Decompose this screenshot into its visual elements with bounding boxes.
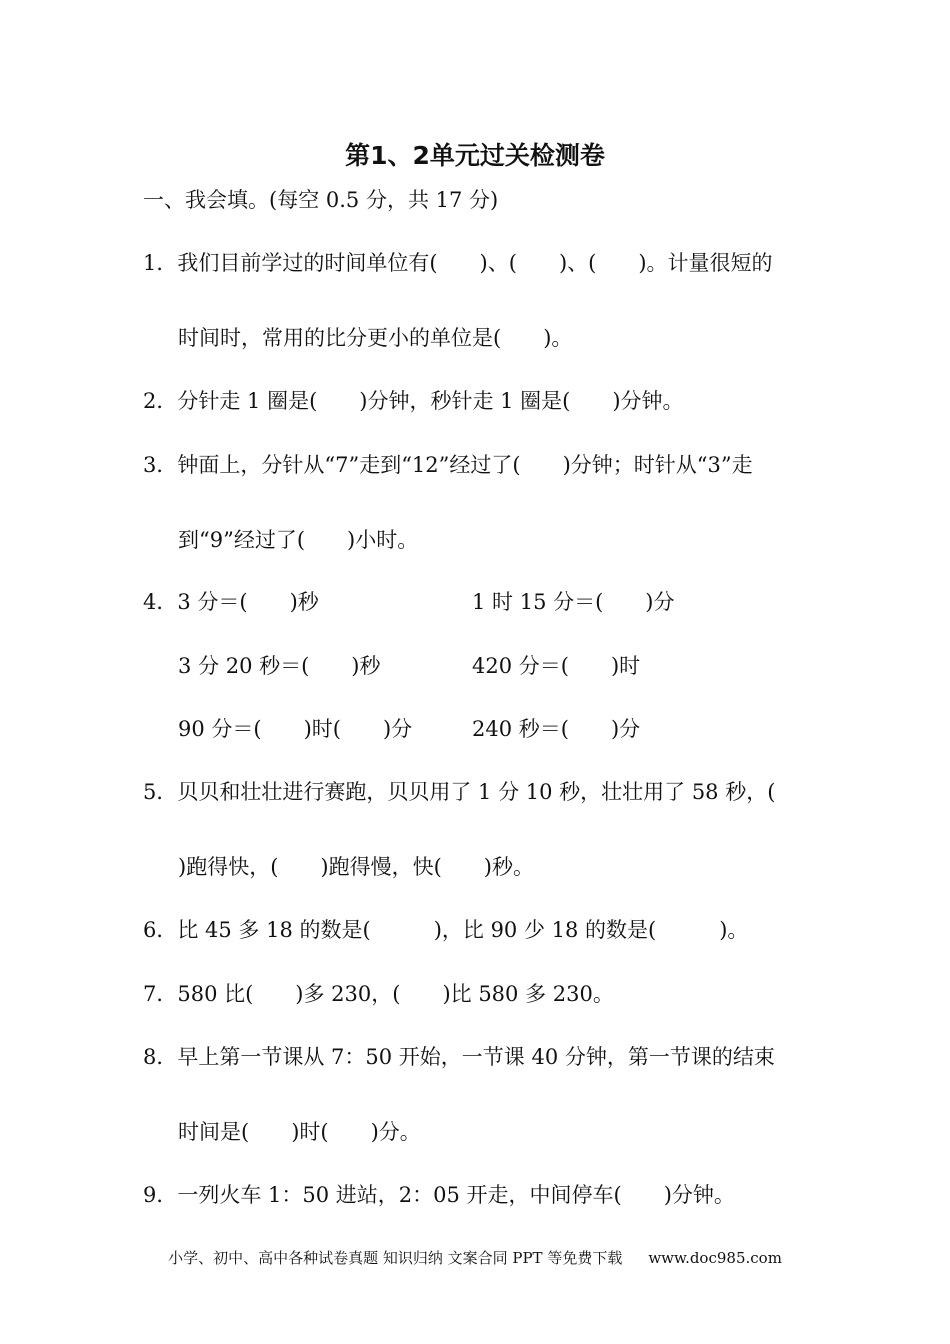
question-1-line-2: 时间时，常用的比分更小的单位是( )。	[178, 326, 573, 350]
question-4-row-1-left: 4．3 分＝( )秒	[143, 590, 319, 614]
footer-text: 小学、初中、高中各种试卷真题 知识归纳 文案合同 PPT 等免费下载	[168, 1249, 623, 1267]
question-4-row-3-left: 90 分＝( )时( )分	[178, 717, 413, 741]
question-4-row-1-right: 1 时 15 分＝( )分	[472, 590, 675, 614]
question-8-line-2: 时间是( )时( )分。	[178, 1120, 421, 1144]
section-heading: 一、我会填。(每空 0.5 分，共 17 分)	[143, 188, 499, 212]
question-2: 2．分针走 1 圈是( )分钟，秒针走 1 圈是( )分钟。	[143, 389, 684, 413]
question-7: 7．580 比( )多 230，( )比 580 多 230。	[143, 982, 614, 1006]
question-4-row-2-right: 420 分＝( )时	[472, 654, 641, 678]
question-3-line-1: 3．钟面上，分针从“7”走到“12”经过了( )分钟；时针从“3”走	[143, 453, 753, 477]
question-1-line-1: 1．我们目前学过的时间单位有( )、( )、( )。计量很短的	[143, 251, 773, 275]
question-3-line-2: 到“9”经过了( )小时。	[178, 528, 419, 552]
question-4-row-3-right: 240 秒＝( )分	[472, 717, 641, 741]
footer-url[interactable]: www.doc985.com	[648, 1249, 782, 1267]
question-5-line-1: 5．贝贝和壮壮进行赛跑，贝贝用了 1 分 10 秒，壮壮用了 58 秒，(	[143, 780, 776, 804]
question-6: 6．比 45 多 18 的数是( )，比 90 少 18 的数是( )。	[143, 918, 749, 942]
question-5-line-2: )跑得快，( )跑得慢，快( )秒。	[178, 855, 534, 879]
question-4-row-2-left: 3 分 20 秒＝( )秒	[178, 654, 381, 678]
footer	[0, 1247, 950, 1268]
question-9: 9．一列火车 1：50 进站，2：05 开走，中间停车( )分钟。	[143, 1183, 735, 1207]
page-title: 第1、2单元过关检测卷	[345, 141, 605, 170]
question-8-line-1: 8．早上第一节课从 7：50 开始，一节课 40 分钟，第一节课的结束	[143, 1045, 775, 1069]
